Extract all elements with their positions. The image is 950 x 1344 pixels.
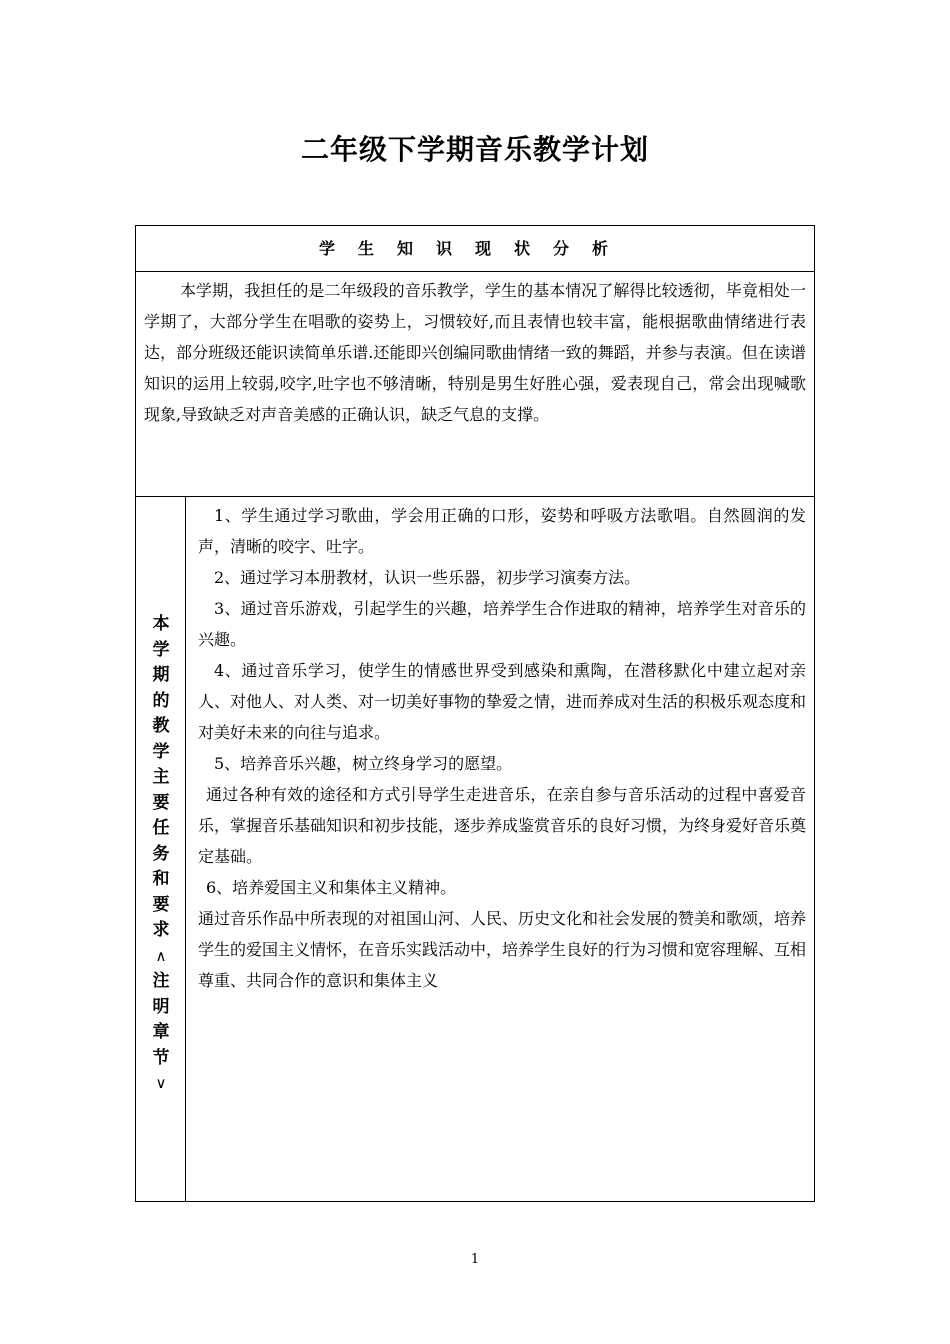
task-item-1: 1、学生通过学习歌曲，学会用正确的口形，姿势和呼吸方法歌唱。自然圆润的发声，清晰的咬字、吐字。 bbox=[198, 506, 806, 556]
side-label-char: 主 bbox=[152, 767, 170, 787]
side-label-note-char: 章 bbox=[152, 1022, 170, 1042]
side-label-char: 要 bbox=[152, 792, 170, 813]
side-label-note-char: 节 bbox=[152, 1047, 170, 1068]
analysis-paragraph: 本学期，我担任的是二年级段的音乐教学，学生的基本情况了解得比较透彻，毕竟相处一学期了，大部分学生在唱歌的姿势上，习惯较好,而且表情也较丰富，能根据歌曲情绪进行表达，部分班级还能识读简单乐谱.还能即兴创编同歌曲情绪一致的舞蹈，并参与表演。但在读谱知识的运用上较弱,咬字,吐字也不够清晰，特别是男生好胜心强，爱表现自己，常会出现喊歌现象,导致缺乏对声音美感的正确认识，缺乏气息的支撑。 bbox=[144, 281, 806, 424]
side-label-paren-close: ∨ bbox=[155, 1074, 167, 1092]
task-item-4: 4、通过音乐学习，使学生的情感世界受到感染和熏陶，在潜移默化中建立起对亲人、对他人、对人类、对一切美好事物的挚爱之情，进而养成对生活的积极乐观态度和对美好未来的向往与追求。 bbox=[198, 661, 807, 742]
side-label-char: 学 bbox=[152, 741, 170, 762]
analysis-cell bbox=[136, 272, 814, 497]
task-item-5: 5、培养音乐兴趣，树立终身学习的愿望。 bbox=[214, 754, 513, 773]
side-label-char: 期 bbox=[152, 665, 170, 685]
side-label-char: 务 bbox=[152, 843, 170, 864]
task-item-5-detail: 通过各种有效的途径和方式引导学生走进音乐，在亲自参与音乐活动的过程中喜爱音乐，掌握音乐基础知识和初步技能，逐步养成鉴赏音乐的良好习惯，为终身爱好音乐奠定基础。 bbox=[198, 785, 807, 866]
task-item-6: 6、培养爱国主义和集体主义精神。 bbox=[206, 878, 457, 897]
task-item-3: 3、通过音乐游戏，引起学生的兴趣，培养学生合作进取的精神，培养学生对音乐的兴趣。 bbox=[198, 599, 806, 649]
task-item-6-detail: 通过音乐作品中所表现的对祖国山河、人民、历史文化和社会发展的赞美和歌颂，培养学生的爱国主义情怀，在音乐实践活动中，培养学生良好的行为习惯和宽容理解、互相尊重、共同合作的意识和集体主义 bbox=[198, 909, 807, 990]
section-header: 学生知识现状分析 bbox=[136, 226, 814, 272]
side-label-paren-open: ∧ bbox=[155, 946, 167, 965]
document-title: 二年级下学期音乐教学计划 bbox=[300, 133, 649, 166]
side-label-char: 要 bbox=[152, 894, 170, 915]
side-label-char: 和 bbox=[152, 869, 170, 889]
side-label-note-char: 注 bbox=[152, 971, 170, 991]
tasks-cell bbox=[186, 497, 814, 1201]
plan-table bbox=[135, 225, 815, 1202]
side-label-char: 的 bbox=[152, 690, 170, 711]
side-label-char: 本 bbox=[152, 614, 170, 634]
side-label-char: 任 bbox=[152, 818, 170, 838]
side-label-char: 学 bbox=[152, 639, 170, 660]
side-label-char: 求 bbox=[152, 920, 170, 940]
side-label-note-char: 明 bbox=[152, 996, 170, 1017]
page-number: 1 bbox=[470, 1252, 480, 1267]
side-label-char: 教 bbox=[152, 716, 170, 736]
side-label-cell bbox=[136, 497, 186, 1201]
side-label bbox=[136, 612, 186, 1097]
task-item-2: 2、通过学习本册教材，认识一些乐器，初步学习演奏方法。 bbox=[214, 568, 641, 587]
